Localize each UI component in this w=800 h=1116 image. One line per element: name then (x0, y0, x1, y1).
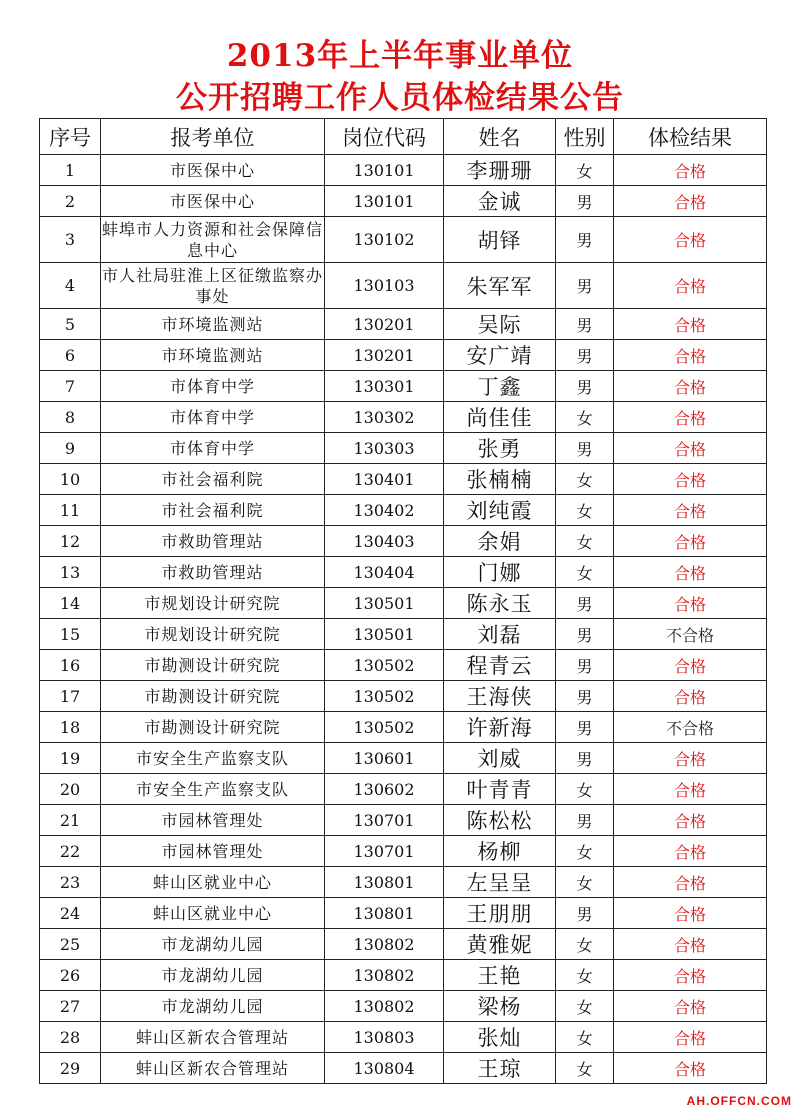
gender-cell: 男 (556, 588, 614, 619)
table-row (40, 186, 767, 217)
unit-cell: 市龙湖幼儿园 (101, 960, 325, 991)
unit-cell: 蚌埠市人力资源和社会保障信息中心 (101, 217, 325, 263)
name-cell: 陈松松 (444, 805, 556, 836)
result-cell: 合格 (614, 681, 767, 712)
result-cell: 合格 (614, 805, 767, 836)
code-cell: 130201 (325, 340, 444, 371)
table-row (40, 960, 767, 991)
unit-cell: 市社会福利院 (101, 464, 325, 495)
gender-cell: 男 (556, 263, 614, 309)
unit-cell: 市规划设计研究院 (101, 619, 325, 650)
code-cell: 130502 (325, 650, 444, 681)
serial-cell: 18 (40, 712, 101, 743)
name-cell: 王艳 (444, 960, 556, 991)
name-cell: 李珊珊 (444, 155, 556, 186)
name-cell: 刘磊 (444, 619, 556, 650)
gender-cell: 男 (556, 898, 614, 929)
header-code: 岗位代码 (325, 119, 444, 155)
unit-cell: 蚌山区就业中心 (101, 898, 325, 929)
unit-cell: 市救助管理站 (101, 557, 325, 588)
code-cell: 130802 (325, 929, 444, 960)
unit-cell: 市安全生产监察支队 (101, 743, 325, 774)
result-cell: 合格 (614, 186, 767, 217)
gender-cell: 男 (556, 309, 614, 340)
table-row (40, 774, 767, 805)
unit-cell: 市救助管理站 (101, 526, 325, 557)
name-cell: 王海侠 (444, 681, 556, 712)
code-cell: 130601 (325, 743, 444, 774)
result-cell: 合格 (614, 1022, 767, 1053)
unit-cell: 市体育中学 (101, 371, 325, 402)
serial-cell: 21 (40, 805, 101, 836)
result-cell: 合格 (614, 898, 767, 929)
name-cell: 许新海 (444, 712, 556, 743)
name-cell: 尚佳佳 (444, 402, 556, 433)
code-cell: 130502 (325, 712, 444, 743)
table-row (40, 155, 767, 186)
unit-cell: 市勘测设计研究院 (101, 650, 325, 681)
result-cell: 合格 (614, 464, 767, 495)
code-cell: 130501 (325, 588, 444, 619)
unit-cell: 蚌山区新农合管理站 (101, 1053, 325, 1084)
gender-cell: 女 (556, 960, 614, 991)
code-cell: 130201 (325, 309, 444, 340)
code-cell: 130101 (325, 186, 444, 217)
gender-cell: 女 (556, 1053, 614, 1084)
serial-cell: 28 (40, 1022, 101, 1053)
serial-cell: 11 (40, 495, 101, 526)
watermark: AH.OFFCN.COM (686, 1094, 792, 1108)
serial-cell: 9 (40, 433, 101, 464)
serial-cell: 4 (40, 263, 101, 309)
unit-cell: 市体育中学 (101, 402, 325, 433)
serial-cell: 14 (40, 588, 101, 619)
unit-cell: 市社会福利院 (101, 495, 325, 526)
gender-cell: 男 (556, 217, 614, 263)
serial-cell: 29 (40, 1053, 101, 1084)
serial-cell: 15 (40, 619, 101, 650)
name-cell: 安广靖 (444, 340, 556, 371)
serial-cell: 13 (40, 557, 101, 588)
table-row (40, 650, 767, 681)
table-row (40, 464, 767, 495)
gender-cell: 男 (556, 186, 614, 217)
name-cell: 朱军军 (444, 263, 556, 309)
unit-cell: 市环境监测站 (101, 340, 325, 371)
name-cell: 王琼 (444, 1053, 556, 1084)
unit-cell: 市园林管理处 (101, 836, 325, 867)
page-title-line1: 2013年上半年事业单位 (226, 38, 574, 74)
serial-cell: 25 (40, 929, 101, 960)
name-cell: 王朋朋 (444, 898, 556, 929)
result-cell: 合格 (614, 155, 767, 186)
result-cell: 合格 (614, 402, 767, 433)
result-cell: 合格 (614, 526, 767, 557)
table-row (40, 433, 767, 464)
result-cell: 合格 (614, 774, 767, 805)
serial-cell: 12 (40, 526, 101, 557)
result-cell: 不合格 (614, 619, 767, 650)
unit-cell: 市体育中学 (101, 433, 325, 464)
gender-cell: 男 (556, 712, 614, 743)
code-cell: 130602 (325, 774, 444, 805)
table-row (40, 340, 767, 371)
serial-cell: 6 (40, 340, 101, 371)
name-cell: 丁鑫 (444, 371, 556, 402)
results-table (39, 118, 767, 1084)
unit-cell: 蚌山区新农合管理站 (101, 1022, 325, 1053)
gender-cell: 男 (556, 805, 614, 836)
serial-cell: 16 (40, 650, 101, 681)
gender-cell: 男 (556, 371, 614, 402)
gender-cell: 男 (556, 743, 614, 774)
name-cell: 金诚 (444, 186, 556, 217)
gender-cell: 男 (556, 433, 614, 464)
unit-cell: 市规划设计研究院 (101, 588, 325, 619)
header-name: 姓名 (444, 119, 556, 155)
result-cell: 不合格 (614, 712, 767, 743)
code-cell: 130802 (325, 991, 444, 1022)
table-row (40, 991, 767, 1022)
code-cell: 130403 (325, 526, 444, 557)
serial-cell: 2 (40, 186, 101, 217)
gender-cell: 女 (556, 867, 614, 898)
table-row (40, 836, 767, 867)
serial-cell: 19 (40, 743, 101, 774)
result-cell: 合格 (614, 263, 767, 309)
table-row (40, 1053, 767, 1084)
code-cell: 130803 (325, 1022, 444, 1053)
code-cell: 130804 (325, 1053, 444, 1084)
serial-cell: 20 (40, 774, 101, 805)
result-cell: 合格 (614, 217, 767, 263)
unit-cell: 蚌山区就业中心 (101, 867, 325, 898)
result-cell: 合格 (614, 340, 767, 371)
unit-cell: 市园林管理处 (101, 805, 325, 836)
table-row (40, 898, 767, 929)
gender-cell: 女 (556, 155, 614, 186)
name-cell: 叶青青 (444, 774, 556, 805)
unit-cell: 市人社局驻淮上区征缴监察办事处 (101, 263, 325, 309)
result-cell: 合格 (614, 650, 767, 681)
code-cell: 130402 (325, 495, 444, 526)
unit-cell: 市环境监测站 (101, 309, 325, 340)
gender-cell: 女 (556, 557, 614, 588)
name-cell: 吴际 (444, 309, 556, 340)
unit-cell: 市安全生产监察支队 (101, 774, 325, 805)
header-result: 体检结果 (614, 119, 767, 155)
table-row (40, 1022, 767, 1053)
code-cell: 130401 (325, 464, 444, 495)
gender-cell: 男 (556, 619, 614, 650)
result-cell: 合格 (614, 867, 767, 898)
name-cell: 梁杨 (444, 991, 556, 1022)
code-cell: 130801 (325, 898, 444, 929)
name-cell: 黄雅妮 (444, 929, 556, 960)
serial-cell: 7 (40, 371, 101, 402)
gender-cell: 女 (556, 836, 614, 867)
gender-cell: 男 (556, 681, 614, 712)
serial-cell: 27 (40, 991, 101, 1022)
code-cell: 130404 (325, 557, 444, 588)
code-cell: 130701 (325, 836, 444, 867)
name-cell: 张勇 (444, 433, 556, 464)
page-title-line2: 公开招聘工作人员体检结果公告 (176, 80, 624, 116)
gender-cell: 女 (556, 774, 614, 805)
result-cell: 合格 (614, 929, 767, 960)
code-cell: 130101 (325, 155, 444, 186)
name-cell: 杨柳 (444, 836, 556, 867)
serial-cell: 17 (40, 681, 101, 712)
name-cell: 胡铎 (444, 217, 556, 263)
serial-cell: 23 (40, 867, 101, 898)
header-unit: 报考单位 (101, 119, 325, 155)
code-cell: 130502 (325, 681, 444, 712)
code-cell: 130501 (325, 619, 444, 650)
code-cell: 130102 (325, 217, 444, 263)
result-cell: 合格 (614, 495, 767, 526)
table-row (40, 371, 767, 402)
table-header-row (40, 119, 767, 155)
result-cell: 合格 (614, 991, 767, 1022)
serial-cell: 3 (40, 217, 101, 263)
serial-cell: 26 (40, 960, 101, 991)
table-row (40, 402, 767, 433)
code-cell: 130302 (325, 402, 444, 433)
name-cell: 陈永玉 (444, 588, 556, 619)
gender-cell: 女 (556, 402, 614, 433)
result-cell: 合格 (614, 836, 767, 867)
code-cell: 130303 (325, 433, 444, 464)
name-cell: 程青云 (444, 650, 556, 681)
serial-cell: 24 (40, 898, 101, 929)
result-cell: 合格 (614, 588, 767, 619)
serial-cell: 5 (40, 309, 101, 340)
unit-cell: 市龙湖幼儿园 (101, 929, 325, 960)
table-row (40, 557, 767, 588)
code-cell: 130802 (325, 960, 444, 991)
table-row (40, 805, 767, 836)
table-row (40, 526, 767, 557)
gender-cell: 女 (556, 464, 614, 495)
serial-cell: 1 (40, 155, 101, 186)
code-cell: 130103 (325, 263, 444, 309)
result-cell: 合格 (614, 309, 767, 340)
table-row (40, 681, 767, 712)
header-serial: 序号 (40, 119, 101, 155)
gender-cell: 男 (556, 650, 614, 681)
code-cell: 130701 (325, 805, 444, 836)
name-cell: 余娟 (444, 526, 556, 557)
unit-cell: 市医保中心 (101, 186, 325, 217)
table-row (40, 495, 767, 526)
header-gender: 性别 (556, 119, 614, 155)
table-row (40, 588, 767, 619)
table-row (40, 867, 767, 898)
name-cell: 刘威 (444, 743, 556, 774)
result-cell: 合格 (614, 433, 767, 464)
table-row (40, 217, 767, 263)
name-cell: 张楠楠 (444, 464, 556, 495)
code-cell: 130801 (325, 867, 444, 898)
unit-cell: 市龙湖幼儿园 (101, 991, 325, 1022)
unit-cell: 市医保中心 (101, 155, 325, 186)
serial-cell: 22 (40, 836, 101, 867)
serial-cell: 8 (40, 402, 101, 433)
unit-cell: 市勘测设计研究院 (101, 712, 325, 743)
serial-cell: 10 (40, 464, 101, 495)
table-row (40, 743, 767, 774)
gender-cell: 女 (556, 526, 614, 557)
name-cell: 张灿 (444, 1022, 556, 1053)
code-cell: 130301 (325, 371, 444, 402)
result-cell: 合格 (614, 1053, 767, 1084)
gender-cell: 男 (556, 340, 614, 371)
result-cell: 合格 (614, 371, 767, 402)
name-cell: 门娜 (444, 557, 556, 588)
result-cell: 合格 (614, 960, 767, 991)
table-row (40, 309, 767, 340)
table-row (40, 263, 767, 309)
table-row (40, 929, 767, 960)
table-row (40, 619, 767, 650)
gender-cell: 女 (556, 1022, 614, 1053)
gender-cell: 女 (556, 991, 614, 1022)
gender-cell: 女 (556, 929, 614, 960)
unit-cell: 市勘测设计研究院 (101, 681, 325, 712)
name-cell: 刘纯霞 (444, 495, 556, 526)
result-cell: 合格 (614, 743, 767, 774)
name-cell: 左呈呈 (444, 867, 556, 898)
result-cell: 合格 (614, 557, 767, 588)
gender-cell: 女 (556, 495, 614, 526)
table-row (40, 712, 767, 743)
